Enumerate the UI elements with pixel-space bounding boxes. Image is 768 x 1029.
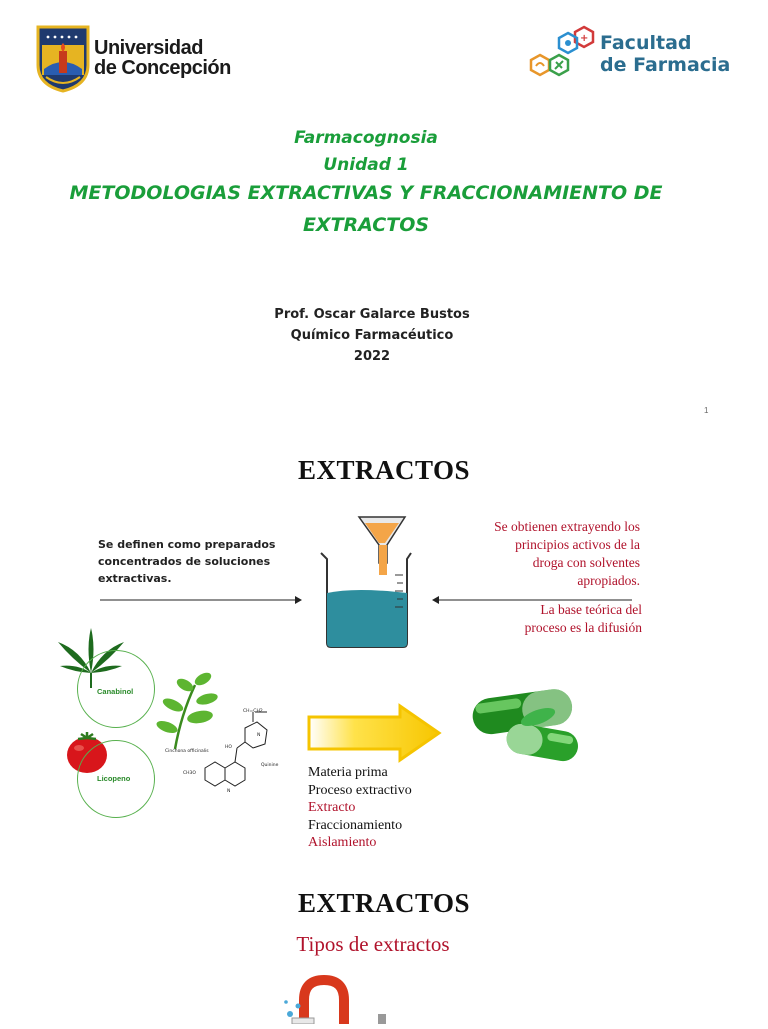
slide1-title-line2: EXTRACTOS	[302, 214, 430, 236]
farmacia-wordmark	[600, 32, 730, 76]
lycopene-label: Licopeno	[97, 774, 131, 783]
slide1-title-line1: METODOLOGIAS EXTRACTIVAS Y FRACCIONAMIENTO DE	[69, 182, 663, 204]
farmacia-hexagon-logo	[526, 25, 598, 85]
definition-text	[98, 536, 275, 587]
professor-role: Químico Farmacéutico	[290, 328, 454, 343]
lab-device-icon	[282, 972, 392, 1024]
process-step: Extracto	[308, 800, 356, 815]
theory-text	[440, 601, 642, 637]
extraction-line: Se obtienen extrayendo los	[494, 519, 640, 534]
svg-text:N: N	[227, 789, 231, 794]
extraction-line: apropiados.	[577, 573, 640, 588]
extraction-text	[440, 518, 640, 590]
svg-text:+: +	[580, 33, 589, 44]
definition-line: concentrados de soluciones	[98, 555, 271, 568]
process-step: Proceso extractivo	[308, 782, 412, 798]
process-step: Materia prima	[308, 765, 388, 780]
chemical-structure-icon	[165, 708, 280, 798]
udec-wordmark	[94, 38, 231, 78]
process-list	[308, 764, 412, 852]
farmacia-line2: de Farmacia	[600, 54, 731, 76]
course-name: Farmacognosia	[294, 128, 438, 148]
farmacia-line1: Facultad	[600, 32, 692, 54]
yellow-arrow-icon	[306, 703, 442, 763]
slide3-title: EXTRACTOS	[297, 888, 471, 918]
svg-text:Quinine: Quinine	[261, 763, 279, 768]
extraction-line: principios activos de la	[515, 537, 640, 552]
theory-line: La base teórica del	[540, 602, 642, 617]
professor-name: Prof. Oscar Galarce Bustos	[274, 307, 470, 322]
udec-crest-logo	[36, 25, 90, 93]
extraction-line: droga con solventes	[532, 555, 640, 570]
udec-line1: Universidad	[94, 37, 203, 59]
process-step: Aislamiento	[308, 835, 377, 850]
cannabinol-label: Canabinol	[97, 687, 134, 696]
definition-line: extractivas.	[98, 572, 172, 585]
unit-name: Unidad 1	[323, 155, 409, 175]
slide3-subtitle: Tipos de extractos	[296, 932, 450, 956]
slide2-title: EXTRACTOS	[297, 455, 471, 485]
definition-line: Se definen como preparados	[98, 538, 276, 551]
page-number: 1	[704, 406, 709, 415]
svg-text:Cinchona officinalis: Cinchona officinalis	[165, 749, 209, 754]
svg-text:CH3O: CH3O	[183, 771, 196, 776]
udec-line2: de Concepción	[94, 57, 231, 79]
beaker-funnel-icon	[315, 515, 415, 650]
svg-text:HO: HO	[225, 745, 232, 750]
theory-line: proceso es la difusión	[524, 620, 642, 635]
right-arrow-icon	[100, 593, 302, 605]
year: 2022	[353, 349, 391, 364]
svg-text:CH=CH2: CH=CH2	[243, 709, 263, 714]
process-step: Fraccionamiento	[308, 817, 403, 833]
svg-text:N: N	[257, 733, 261, 738]
capsule-icon	[466, 683, 590, 767]
